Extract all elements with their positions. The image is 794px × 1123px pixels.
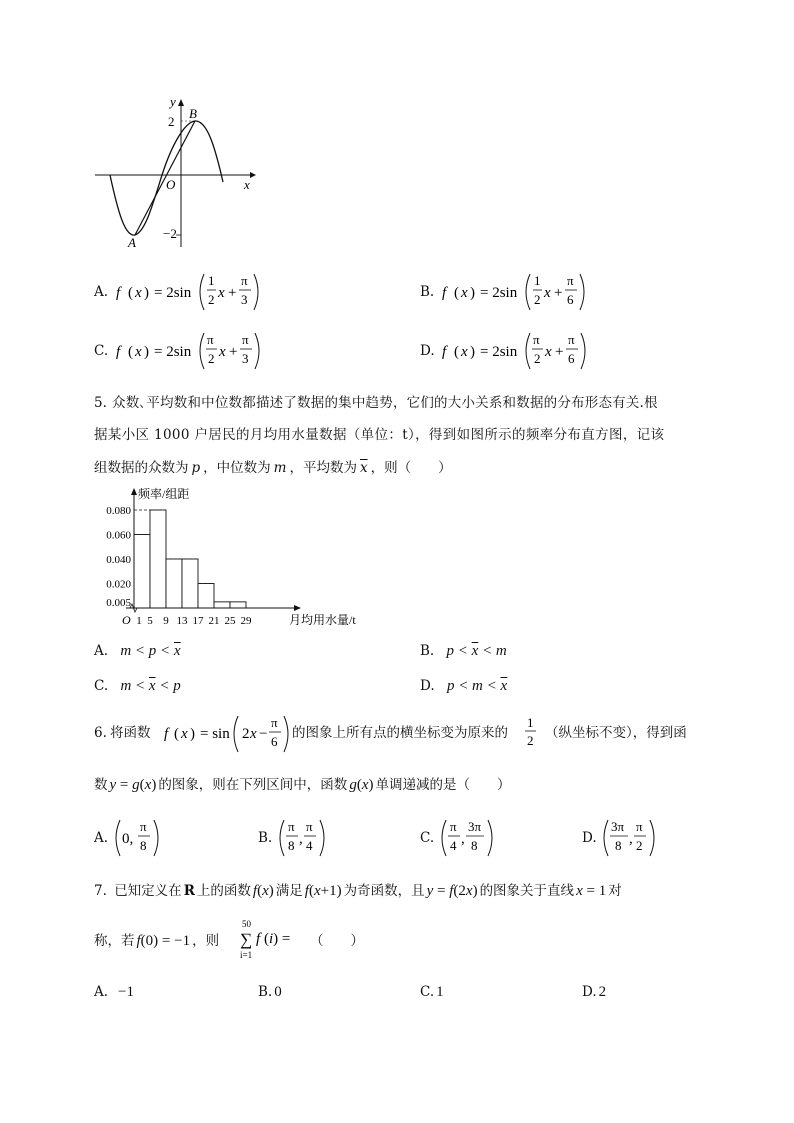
q4-option-c-letter: C. <box>94 343 109 359</box>
svg-text:π: π <box>306 819 313 834</box>
q5-option-b: B. $p < \overline{x} < m$ <box>420 643 507 659</box>
y-tick-label: 0.060 <box>106 529 131 542</box>
q7-option-c: C. 1 <box>420 984 444 1000</box>
svg-text:3π: 3π <box>468 819 482 834</box>
x-tick-label: 13 <box>176 615 188 627</box>
q6-option-d-letter: D. <box>582 830 597 846</box>
q7-option-a: A. −1 <box>94 984 135 1000</box>
svg-text:x: x <box>218 285 225 301</box>
svg-text:π: π <box>241 273 248 288</box>
svg-text:x: x <box>461 285 468 301</box>
x-tick-label: 5 <box>147 615 153 627</box>
svg-text:4: 4 <box>450 838 457 853</box>
q4-option-b-letter: B. <box>420 284 435 300</box>
svg-text:1: 1 <box>208 273 215 288</box>
svg-text:2: 2 <box>534 351 541 366</box>
origin-label: O <box>122 613 131 627</box>
q6-option-a-interval <box>112 814 172 860</box>
histogram-bar <box>198 584 214 609</box>
q4-option-d-formula <box>440 327 600 373</box>
point-b-label: B <box>189 106 197 121</box>
segment-ab <box>135 121 195 235</box>
q4-option-b-formula <box>440 268 600 314</box>
histogram-bar <box>166 559 182 608</box>
svg-text:f: f <box>116 285 121 301</box>
q5-option-a: A. $m < p < \overline{x}$ <box>94 643 181 659</box>
x-tick-label: 17 <box>192 615 204 627</box>
svg-text:(: ( <box>454 344 459 360</box>
q6-option-a-letter: A. <box>94 830 109 846</box>
svg-text:x: x <box>461 344 468 360</box>
svg-text:x: x <box>135 285 142 301</box>
q7-line2: 称，若 f(0) = −1 ，则 <box>94 933 220 949</box>
svg-text:+: + <box>555 344 564 360</box>
svg-text:∑: ∑ <box>240 930 253 949</box>
q5-option-c: C. $m < \overline{x} < p$ <box>94 678 181 694</box>
svg-text:x: x <box>544 285 551 301</box>
svg-text:8: 8 <box>288 838 295 853</box>
svg-text:): ) <box>470 344 475 360</box>
y-tick-label: 0.005 <box>106 596 131 609</box>
y-tick-label: 0.080 <box>106 505 131 517</box>
svg-text:x: x <box>250 726 257 742</box>
svg-text:π: π <box>567 273 574 288</box>
svg-text:x: x <box>135 344 142 360</box>
point-a-label: A <box>128 235 136 250</box>
svg-text:4: 4 <box>306 838 313 853</box>
svg-text:π: π <box>288 819 295 834</box>
y-axis-arrow <box>131 488 137 495</box>
svg-text:3π: 3π <box>611 819 625 834</box>
svg-text:8: 8 <box>615 838 622 853</box>
tick-top: 2 <box>168 114 175 129</box>
q6-half-fraction <box>524 714 540 748</box>
x-axis-label: 月均用水量/t <box>289 613 356 627</box>
q4-option-a-formula <box>114 268 274 314</box>
svg-text:): ) <box>144 344 149 360</box>
q6-option-b-letter: B. <box>258 830 273 846</box>
q4-option-a-letter: A. <box>94 284 109 300</box>
q5-line3: 组数据的众数为 p ，中位数为 m ，平均数为 $\overline{x}$ ，则（ ） <box>94 460 452 476</box>
x-axis-arrow <box>250 172 256 178</box>
q6-line2: 数 y = g(x) 的图象，则在下列区间中，函数 g(x) 单调递减的是（ ） <box>94 777 511 793</box>
x-axis-arrow <box>294 605 301 611</box>
svg-text:(: ( <box>174 726 179 742</box>
svg-text:(: ( <box>128 285 133 301</box>
svg-text:(: ( <box>128 344 133 360</box>
svg-text:= 2sin: = 2sin <box>480 285 518 301</box>
svg-text:+: + <box>229 344 238 360</box>
svg-text:0,: 0, <box>122 831 134 847</box>
q7-line2c: （ ） <box>310 933 364 949</box>
y-axis-arrow <box>178 99 184 106</box>
q7-sum-expression <box>238 916 308 964</box>
svg-text:,: , <box>629 831 633 847</box>
svg-text:= sin: = sin <box>200 726 230 742</box>
svg-text:π: π <box>207 332 214 347</box>
svg-text:i=1: i=1 <box>240 950 253 960</box>
svg-text:(: ( <box>454 285 459 301</box>
q6-option-b-interval <box>276 814 336 860</box>
svg-text:2: 2 <box>208 292 215 307</box>
svg-text:f: f <box>116 344 121 360</box>
svg-text:1: 1 <box>527 715 534 730</box>
y-axis-label: 频率/组距 <box>138 487 190 501</box>
svg-text:π: π <box>568 332 575 347</box>
svg-text:f: f <box>256 931 261 947</box>
svg-text:−: − <box>259 726 268 742</box>
q6-option-c-interval <box>438 814 508 860</box>
svg-text:,: , <box>299 831 303 847</box>
q7-line1: 7. 已知定义在 R 上的函数 f(x) 满足 f(x+1) 为奇函数，且 y = f(2x) 的图象关于直线 x = 1 对 <box>94 883 622 899</box>
svg-text:8: 8 <box>471 838 478 853</box>
q6-option-c-letter: C. <box>420 830 435 846</box>
q7-option-b: B. 0 <box>258 984 282 1000</box>
svg-text:(i) =: (i) = <box>264 931 291 947</box>
svg-text:1: 1 <box>534 273 541 288</box>
x-tick-label: 29 <box>240 615 252 627</box>
histogram-bar <box>134 535 150 609</box>
x-tick-label: 1 <box>136 615 142 627</box>
svg-text:6: 6 <box>568 351 575 366</box>
q7-option-d: D. 2 <box>582 984 607 1000</box>
svg-text:3: 3 <box>242 351 249 366</box>
q5-option-d: D. $p < m < \overline{x}$ <box>420 678 508 694</box>
svg-text:2: 2 <box>527 733 534 748</box>
svg-text:50: 50 <box>242 919 251 929</box>
x-axis-label: x <box>244 177 250 192</box>
svg-text:2: 2 <box>208 351 215 366</box>
svg-text:2: 2 <box>242 726 250 742</box>
q6-line1a: 将函数 <box>110 725 151 741</box>
svg-text:f: f <box>164 726 169 742</box>
svg-text:f: f <box>442 285 447 301</box>
svg-text:6: 6 <box>271 734 278 749</box>
svg-text:π: π <box>636 819 643 834</box>
histogram-bar <box>182 559 198 608</box>
svg-text:): ) <box>470 285 475 301</box>
q6-option-d-interval <box>600 814 670 860</box>
svg-text:3: 3 <box>241 292 248 307</box>
y-tick-label: 0.020 <box>106 578 131 591</box>
q4-option-c-formula <box>114 327 274 373</box>
origin-label: O <box>166 177 176 192</box>
svg-text:+: + <box>228 285 237 301</box>
svg-text:6: 6 <box>567 292 574 307</box>
q6-number: 6. <box>94 725 107 741</box>
svg-text:π: π <box>242 332 249 347</box>
frequency-histogram <box>94 486 364 631</box>
q6-line1c: （纵坐标不变），得到函 <box>545 725 687 741</box>
svg-text:+: + <box>554 285 563 301</box>
q6-function-formula <box>162 710 292 756</box>
svg-text:= 2sin: = 2sin <box>154 285 192 301</box>
svg-text:8: 8 <box>140 838 147 853</box>
tick-bottom: −2 <box>163 226 177 241</box>
sine-graph <box>90 92 260 252</box>
x-tick-label: 21 <box>208 615 220 627</box>
svg-text:x: x <box>545 344 552 360</box>
y-tick-label: 0.040 <box>106 554 131 566</box>
q5-number: 5. <box>94 395 107 411</box>
svg-text:π: π <box>450 819 457 834</box>
x-tick-label: 9 <box>163 615 169 627</box>
svg-text:f: f <box>442 344 447 360</box>
svg-text:): ) <box>144 285 149 301</box>
svg-text:2: 2 <box>636 838 643 853</box>
svg-text:= 2sin: = 2sin <box>154 344 192 360</box>
svg-text:π: π <box>140 819 147 834</box>
q4-option-d-letter: D. <box>420 343 435 359</box>
x-tick-label: 25 <box>224 615 236 627</box>
svg-text:= 2sin: = 2sin <box>480 344 518 360</box>
svg-text:π: π <box>533 332 540 347</box>
svg-text:2: 2 <box>534 292 541 307</box>
q6-line1b: 的图象上所有点的横坐标变为原来的 <box>292 725 508 741</box>
svg-text:π: π <box>271 715 278 730</box>
q5-line2: 据某小区 1000 户居民的月均用水量数据（单位：t），得到如图所示的频率分布直方图，记该 <box>94 427 665 443</box>
histogram-bar <box>150 510 166 608</box>
svg-text:x: x <box>219 344 226 360</box>
y-axis-label: y <box>170 94 176 109</box>
histogram-bar <box>214 602 230 608</box>
q5-line1: 众数､平均数和中位数都描述了数据的集中趋势，它们的大小关系和数据的分布形态有关.根 <box>112 395 658 411</box>
svg-text:x: x <box>181 726 188 742</box>
svg-text:,: , <box>461 831 465 847</box>
svg-text:): ) <box>190 726 195 742</box>
histogram-bar <box>230 602 246 608</box>
